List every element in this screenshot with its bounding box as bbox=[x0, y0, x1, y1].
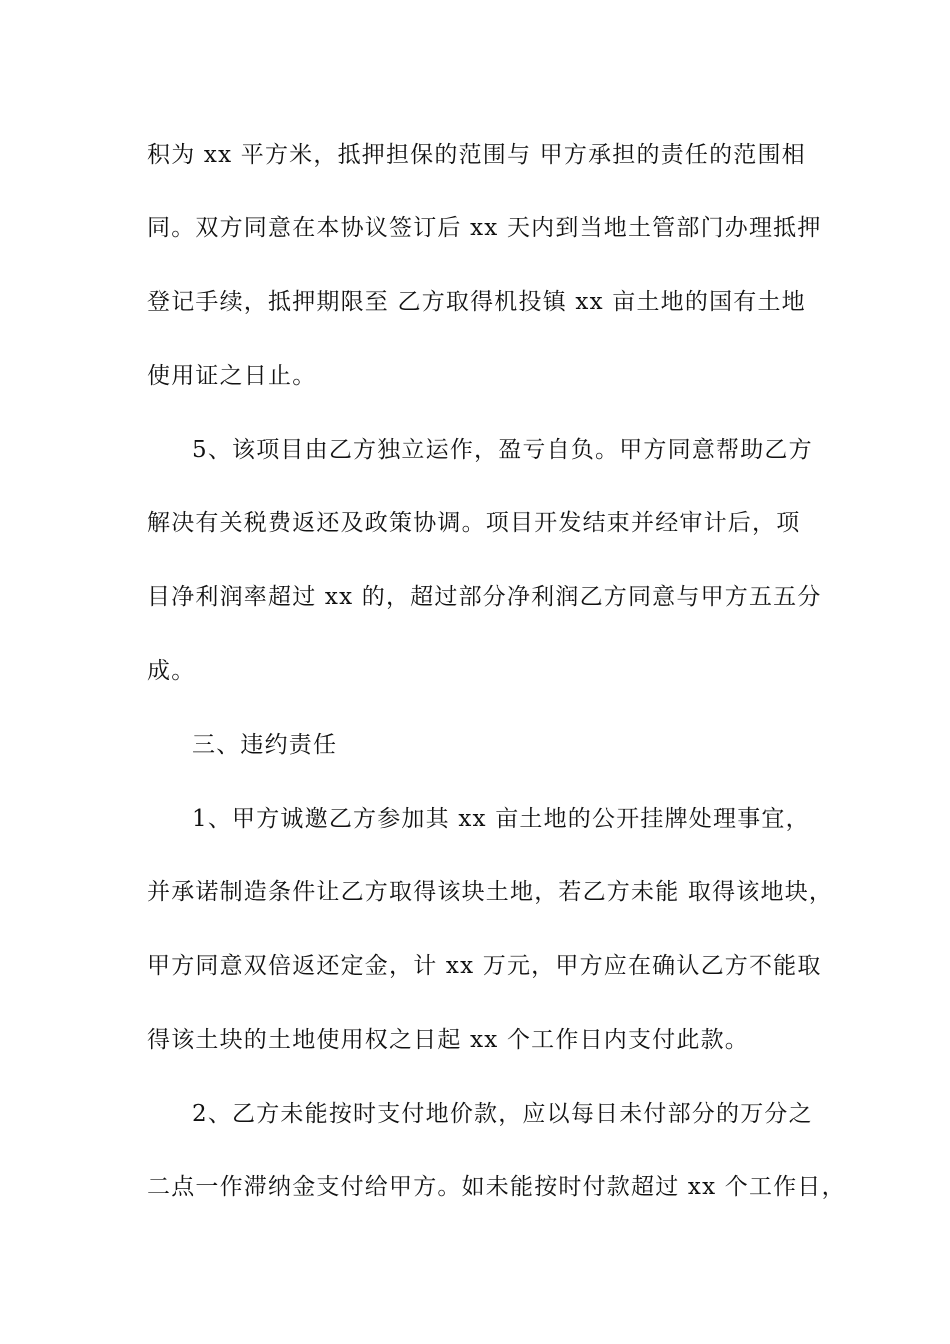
text-line: 并承诺制造条件让乙方取得该块土地，若乙方未能 取得该地块， bbox=[147, 879, 834, 905]
section-heading-breach-liability: 三、违约责任 bbox=[192, 732, 338, 758]
text-line: 得该土块的土地使用权之日起 xx 个工作日内支付此款。 bbox=[147, 1027, 749, 1053]
text-line: 成。 bbox=[147, 658, 196, 684]
text-line: 登记手续，抵押期限至 乙方取得机投镇 xx 亩土地的国有土地 bbox=[147, 289, 806, 315]
clause-5-start: 5、该项目由乙方独立运作，盈亏自负。甲方同意帮助乙方 bbox=[192, 437, 813, 463]
text-line: 积为 xx 平方米，抵押担保的范围与 甲方承担的责任的范围相 bbox=[147, 142, 806, 168]
text-line: 使用证之日止。 bbox=[147, 363, 317, 389]
text-line: 甲方同意双倍返还定金，计 xx 万元，甲方应在确认乙方不能取 bbox=[147, 953, 822, 979]
text-line: 二点一作滞纳金支付给甲方。如未能按时付款超过 xx 个工作日， bbox=[147, 1174, 846, 1200]
clause-2-start: 2、乙方未能按时支付地价款，应以每日未付部分的万分之 bbox=[192, 1101, 813, 1127]
text-line: 解决有关税费返还及政策协调。项目开发结束并经审计后，项 bbox=[147, 510, 801, 536]
clause-1-start: 1、甲方诚邀乙方参加其 xx 亩土地的公开挂牌处理事宜， bbox=[192, 806, 810, 832]
text-line: 同。双方同意在本协议签订后 xx 天内到当地土管部门办理抵押 bbox=[147, 215, 822, 241]
text-line: 目净利润率超过 xx 的，超过部分净利润乙方同意与甲方五五分 bbox=[147, 584, 822, 610]
